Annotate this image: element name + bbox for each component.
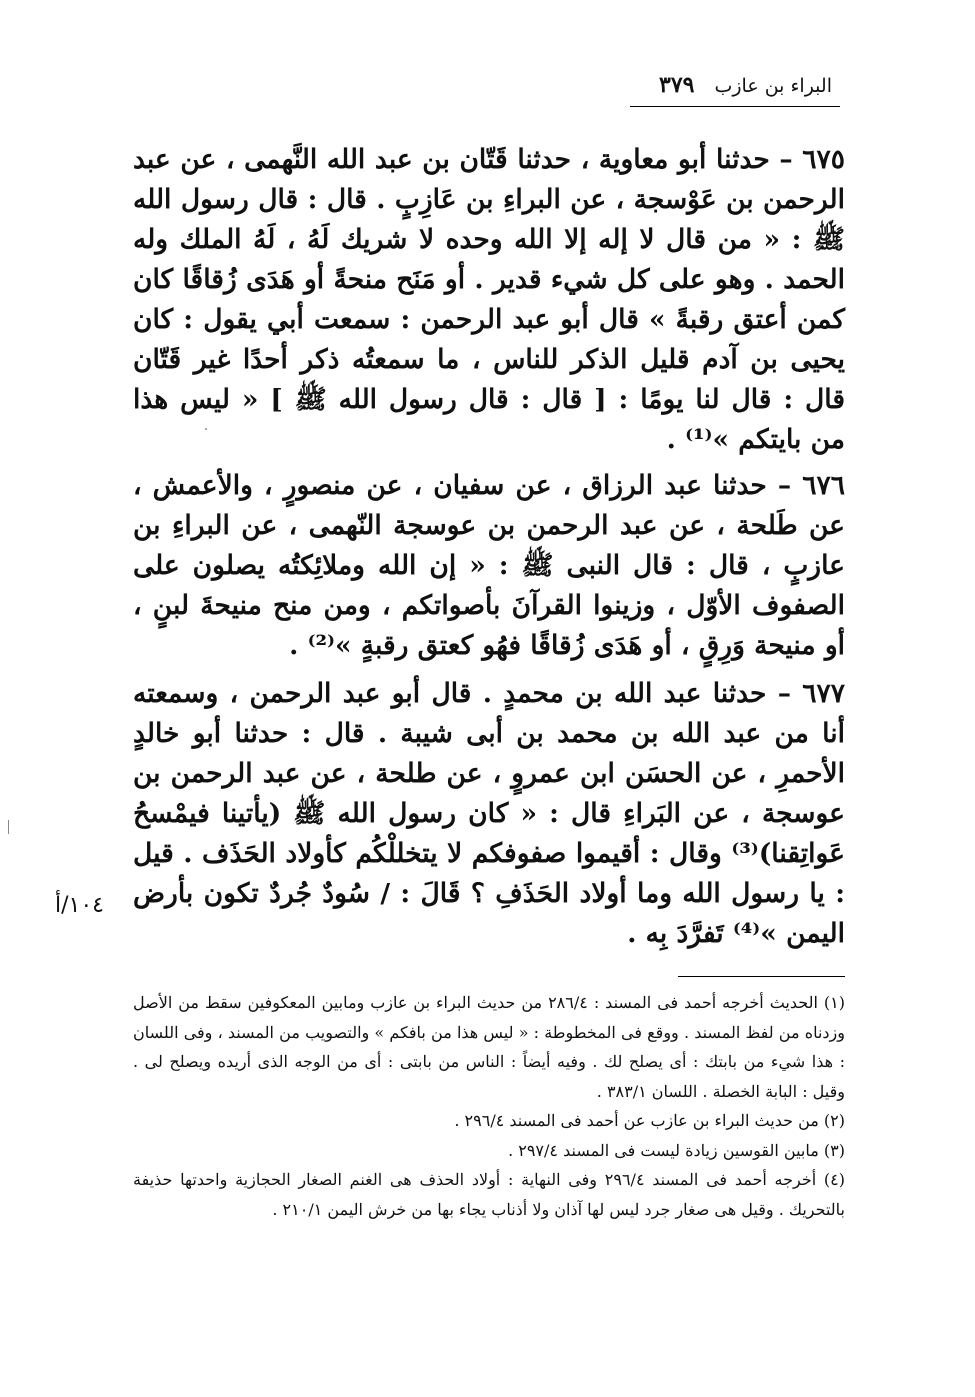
scan-speck [8, 820, 9, 834]
running-title: البراء بن عازب [714, 75, 832, 97]
footnote-1: (١) الحديث أخرجه أحمد فى المسند : ٢٨٦/٤ من حديث البراء بن عازب ومابين المعكوفين سقط من الأصل وزدناه من لفظ المسند . ووقع فى المخطوطة : « ليس هذا من بافكم » والتصويب من المسند ، وفى اللسان : هذا شيء من بابتك : أى يصلح لك . وفيه أيضاً : الناس من بابتى : أى من الوجه الذى أريده ويصلح لى . وقيل : البابة الخصلة . اللسان ٣٨٣/١ . [133, 993, 845, 1101]
page-header [622, 72, 832, 102]
header-rule [630, 106, 840, 107]
footnote-rule [678, 976, 845, 977]
hadith-676: ٦٧٦ – حدثنا عبد الرزاق ، عن سفيان ، عن منصورٍ ، والأعمش ، عن طَلحة ، عن عبد الرحمن بن عوسجة النّهمى ، عن البراءِ بن عازبٍ ، قال : قال النبى ﷺ : « إن الله وملائِكتُه يصلون على الصفوف الأوّل ، وزينوا القرآنَ بأصواتكم ، ومن منح منيحةَ لبنٍ ، أو منيحة وَرِقٍ ، أو هَدَى زُقاقًا فهُو كعتق رقبةٍ »⁽²⁾ . [133, 470, 845, 661]
footnote-3: (٣) مابين القوسين زيادة ليست فى المسند ٢٩٧/٤ . [508, 1140, 845, 1160]
footnotes [133, 988, 845, 1224]
footnote-4: (٤) أخرجه أحمد فى المسند ٢٩٦/٤ وفى النهاية : أولاد الحذف هى الغنم الصغار الحجازية واحدتها حذيفة بالتحريك . وقيل هى صغار جرد ليس لها آذان ولا أذناب يجاء بها من خرش اليمن ٢١٠/١ . [133, 1170, 846, 1219]
manuscript-folio-note: ١٠٤/أ [55, 893, 104, 918]
main-text [133, 140, 845, 962]
hadith-675: ٦٧٥ – حدثنا أبو معاوية ، حدثنا قَتّان بن عبد الله النَّهمى ، عن عبد الرحمن بن عَوْسجة ، عن البراءِ بن عَازِبٍ . قال : قال رسول الله ﷺ : « من قال لا إله إلا الله وحده لا شريك لَهُ ، لَهُ الملك وله الحمد . وهو على كل شيء قدير . أو مَنَح منحةً أو هَدَى زُقاقًا كان كمن أعتق رقبةً » قال أبو عبد الرحمن : سمعت أبي يقول : كان يحيى بن آدم قليل الذكر للناس ، ما سمعتُه ذكر أحدًا غير قَتّان قال : قال لنا يومًا : [ قال : قال رسول الله ﷺ ] « ليس هذا من بايتكم »⁽¹⁾ . [133, 144, 845, 455]
footnote-2: (٢) من حديث البراء بن عازب عن أحمد فى المسند ٢٩٦/٤ . [454, 1111, 845, 1130]
scan-speck [205, 428, 207, 430]
hadith-677: ٦٧٧ – حدثنا عبد الله بن محمدٍ . قال أبو عبد الرحمن ، وسمعته أنا من عبد الله بن محمد بن أبى شيبة . قال : حدثنا أبو خالدٍ الأحمرِ ، عن الحسَن ابن عمروٍ ، عن طلحة ، عن عبد الرحمن بن عوسجة ، عن البَراءِ قال : « كان رسول الله ﷺ (يأتينا فيمْسحُ عَواتِقنا)⁽³⁾ وقال : أقيموا صفوفكم لا يتخللْكُم كأولاد الحَذَف . قيل : يا رسول الله وما أولاد الحَذَفِ ؟ قَالَ : / سُودٌ جُردٌ تكون بأرض اليمن »⁽⁴⁾ تَفرَّدَ بِه . [133, 678, 845, 949]
page-number: ٣٧٩ [659, 72, 695, 98]
